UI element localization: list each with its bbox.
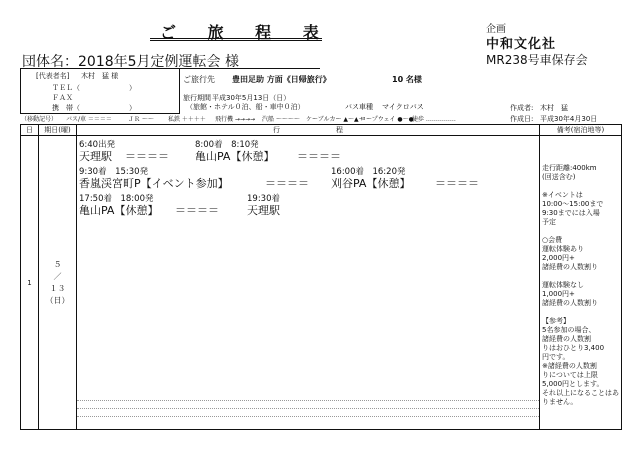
bus-label: バス車種	[345, 103, 373, 111]
ruled-line	[77, 416, 539, 417]
planner-brand: 中和文化社	[486, 37, 557, 52]
ruled-line	[77, 400, 539, 401]
destination: 豊田足助 方面《日帰旅行》	[232, 75, 331, 84]
legend-item: 汽船 ～～～～	[262, 116, 300, 123]
time-label: 19:30着	[247, 194, 280, 204]
bus-transfer: ＝＝＝＝	[175, 204, 219, 217]
day-number: 1	[21, 136, 39, 430]
date-weekday: （日）	[45, 295, 70, 305]
date-separator: ／	[53, 271, 62, 281]
lodging: （旅館・ホテル０泊、船・車中０泊）	[186, 103, 305, 111]
column-header-notes: 備考(宿泊地等)	[540, 125, 622, 136]
period: 平成30年5月13日（日）	[212, 94, 291, 102]
table-header-row	[21, 125, 622, 136]
bus-transfer: ＝＝＝＝	[125, 150, 169, 163]
planner-label: 企画	[486, 24, 506, 35]
legend-item: ロープウェイ ●～●～	[360, 116, 420, 123]
time-label: 8:00着 8:10発	[195, 140, 259, 150]
representative-name: 木村 猛 様	[81, 72, 119, 80]
place: 亀山PA【休憩】	[79, 204, 159, 217]
notes-cell	[540, 136, 622, 430]
legend-item: ＪＲ ～～	[128, 116, 154, 123]
notes-text: 走行距離:400km (回送含む) ※イベントは 10:00～15:00まで 9:30までには入場 予定 ○会費 運転体験あり 2,000円+ 諸経費の人数割り 運転体験なし 1,000円+ 諸経費の人数割り 【参考】 5名参加の場合、 諸経費の人数割 りはおひとり3,400 円です。 ※諸経費の人数割 りについては上限 5,000円とします。 それ以上になることはありません。	[542, 164, 619, 406]
time-label: 16:00着 16:20発	[331, 167, 406, 177]
legend-item: 飛行機 →→→→	[215, 116, 256, 123]
table-row	[21, 136, 622, 430]
place: 亀山PA【休憩】	[195, 150, 275, 163]
itinerary-table	[20, 124, 622, 430]
time-label: 17:50着 18:00発	[79, 194, 154, 204]
period-label: 旅行期間	[183, 94, 211, 102]
date-cell	[39, 136, 77, 430]
place: 天理駅	[79, 150, 112, 163]
legend-item: ケーブルカー ▲～▲～	[306, 116, 365, 123]
tel-field: ＴＥＬ（ ）	[52, 84, 136, 92]
destination-label: ご旅行先	[183, 75, 215, 84]
place: 刈谷PA【休憩】	[331, 177, 411, 190]
date-month: ５	[53, 259, 62, 269]
mobile-field: 携 帯（ ）	[52, 104, 136, 112]
time-label: 9:30着 15:30発	[79, 167, 149, 177]
fax-field: ＦＡＸ	[52, 94, 73, 102]
bus-type: マイクロバス	[382, 103, 424, 111]
itinerary-cell	[77, 136, 540, 430]
legend-item: 徒歩 ……………	[412, 116, 456, 123]
bus-transfer: ＝＝＝＝	[265, 177, 309, 190]
legend-item: バス/車 ＝＝＝＝	[66, 116, 112, 123]
bus-transfer: ＝＝＝＝	[435, 177, 479, 190]
column-header-day: 日	[21, 125, 39, 136]
document-title: ご 旅 程 表	[160, 23, 332, 42]
date-day: １３	[49, 283, 66, 293]
place: 香嵐渓宮町P【イベント参加】	[79, 177, 229, 190]
time-label: 6:40出発	[79, 140, 116, 150]
bus-transfer: ＝＝＝＝	[297, 150, 341, 163]
headcount: 10 名様	[392, 75, 422, 84]
representative-label: [代表者名]	[36, 72, 70, 80]
title-underline	[150, 38, 322, 41]
column-header-date: 期日(曜)	[39, 125, 77, 136]
author-name: 木村 猛	[540, 104, 568, 112]
group-name: 団体名：2018年5月定例運転会 様	[22, 54, 239, 70]
company-name: MR238号車保存会	[486, 53, 588, 67]
legend-item: 私鉄 ＋＋＋＋	[168, 116, 206, 123]
legend-label: （移動記号）	[21, 116, 58, 123]
author-label: 作成者:	[510, 104, 534, 112]
place: 天理駅	[247, 204, 280, 217]
created-label: 作成日:	[510, 115, 534, 123]
created-date: 平成30年4月30日	[540, 115, 598, 123]
column-header-itinerary: 行 程	[77, 125, 540, 136]
ruled-line	[77, 408, 539, 409]
